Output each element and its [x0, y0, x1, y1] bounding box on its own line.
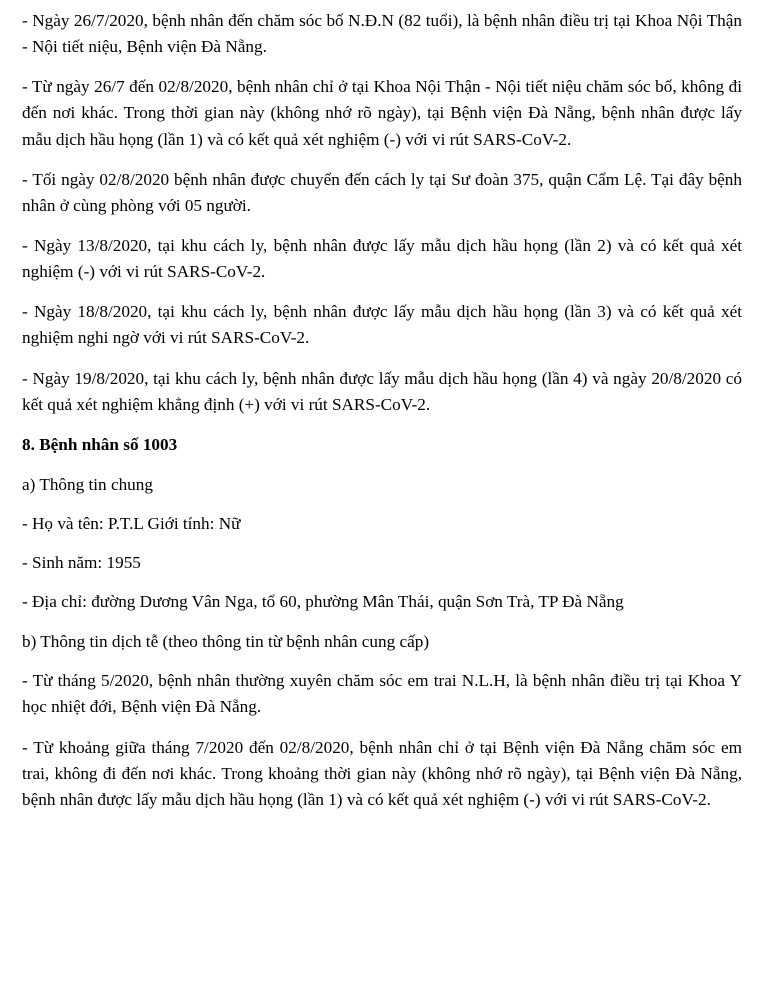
paragraph-stay-hospital: - Từ khoảng giữa tháng 7/2020 đến 02/8/2020, bệnh nhân chỉ ở tại Bệnh viện Đà Nẵng chăm sóc em trai, không đi đến nơi khác. Trong khoảng thời gian này (không nhớ rõ ngày), tại Bệnh viện Đà Nẵng, bệnh nhân được lấy mẫu dịch hầu họng (lần 1) và có kết quả xét nghiệm (-) với vi rút SARS-CoV-2.: [22, 737, 742, 809]
paragraph-transfer-quarantine: - Tối ngày 02/8/2020 bệnh nhân được chuyển đến cách ly tại Sư đoàn 375, quận Cẩm Lệ. Tại đây bệnh nhân ở cùng phòng với 05 người.: [22, 169, 742, 215]
paragraph-test-2: - Ngày 13/8/2020, tại khu cách ly, bệnh nhân được lấy mẫu dịch hầu họng (lần 2) và có kết quả xét nghiệm (-) với vi rút SARS-CoV-2.: [22, 235, 742, 282]
paragraph-stay-period-1: - Từ ngày 26/7 đến 02/8/2020, bệnh nhân chỉ ở tại Khoa Nội Thận - Nội tiết niệu chăm sóc bố, không đi đến nơi khác. Trong thời gian này (không nhớ rõ ngày), tại Bệnh viện Đà Nẵng, bệnh nhân được lấy mẫu dịch hầu họng (lần 1) và có kết quả xét nghiệm (-) với vi rút SARS-CoV-2.: [22, 77, 742, 149]
paragraph-address: - Địa chỉ: đường Dương Vân Nga, tổ 60, phường Mân Thái, quận Sơn Trà, TP Đà Nẵng: [22, 592, 624, 612]
paragraph-birth-year: - Sinh năm: 1955: [22, 552, 141, 572]
paragraph-care-brother: - Từ tháng 5/2020, bệnh nhân thường xuyên chăm sóc em trai N.L.H, là bệnh nhân điều trị tại Khoa Y học nhiệt đới, Bệnh viện Đà Nẵng.: [22, 671, 742, 717]
heading-patient-1003: 8. Bệnh nhân số 1003: [22, 434, 178, 454]
paragraph-test-4: - Ngày 19/8/2020, tại khu cách ly, bệnh nhân được lấy mẫu dịch hầu họng (lần 4) và ngày 20/8/2020 có kết quả xét nghiệm khẳng định (+) với vi rút SARS-CoV-2.: [22, 368, 742, 414]
subheading-epidemiological-info: b) Thông tin dịch tễ (theo thông tin từ bệnh nhân cung cấp): [22, 632, 430, 652]
paragraph-test-3: - Ngày 18/8/2020, tại khu cách ly, bệnh nhân được lấy mẫu dịch hầu họng (lần 3) và có kết quả xét nghiệm nghi ngờ với vi rút SARS-CoV-2.: [22, 302, 742, 348]
subheading-general-info: a) Thông tin chung: [22, 474, 153, 494]
paragraph-visit-father: - Ngày 26/7/2020, bệnh nhân đến chăm sóc bố N.Đ.N (82 tuổi), là bệnh nhân điều trị tại Khoa Nội Thận - Nội tiết niệu, Bệnh viện Đà Nẵng.: [22, 11, 742, 57]
paragraph-name-gender: - Họ và tên: P.T.L Giới tính: Nữ: [22, 513, 241, 533]
